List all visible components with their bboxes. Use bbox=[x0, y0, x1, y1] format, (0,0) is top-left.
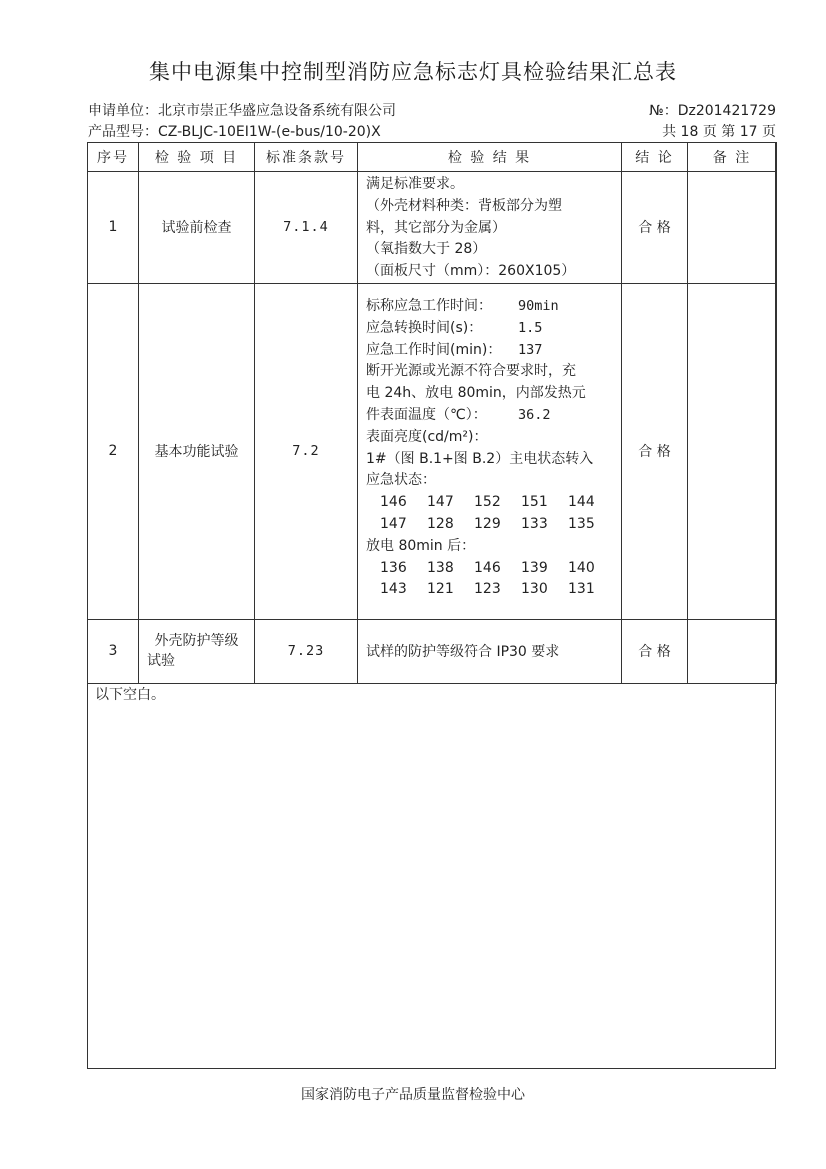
result-line: 料，其它部分为金属） bbox=[366, 219, 506, 236]
table-row bbox=[88, 283, 777, 619]
test-item: 试验前检查 bbox=[139, 172, 255, 284]
col-header-clause: 标准条款号 bbox=[255, 143, 358, 172]
issuer-footer: 国家消防电子产品质量监督检验中心 bbox=[301, 1087, 525, 1103]
test-result bbox=[358, 172, 622, 284]
conclusion: 合 格 bbox=[622, 619, 688, 683]
applicant-line: 申请单位：北京市崇正华盛应急设备系统有限公司 bbox=[88, 103, 396, 119]
blank-note: 以下空白。 bbox=[95, 687, 165, 703]
col-header-result: 检 验 结 果 bbox=[358, 143, 622, 172]
result-line: （面板尺寸（mm）：260X105） bbox=[366, 263, 576, 280]
emergency-working-time: 应急工作时间(min)： 137 bbox=[366, 341, 543, 358]
switch-time: 应急转换时间(s)： 1.5 bbox=[366, 319, 543, 336]
component-surface-temperature: 件表面温度（℃）： 36.2 bbox=[366, 406, 551, 423]
result-line: 电 24h、放电 80min，内部发热元 bbox=[366, 385, 586, 402]
col-header-item: 检 验 项 目 bbox=[139, 143, 255, 172]
row-number: 2 bbox=[88, 283, 139, 619]
result-line: 满足标准要求。 bbox=[366, 176, 464, 192]
test-item: 外壳防护等级 试验 bbox=[139, 619, 255, 683]
col-header-no: 序号 bbox=[88, 143, 139, 172]
report-title: 集中电源集中控制型消防应急标志灯具检验结果汇总表 bbox=[149, 60, 677, 84]
table-row bbox=[88, 619, 777, 683]
result-line: 表面亮度(cd/m²)： bbox=[366, 428, 488, 445]
results-table bbox=[87, 142, 777, 684]
report-number: №：Dz201421729 bbox=[649, 103, 776, 119]
result-line: 断开光源或光源不符合要求时，充 bbox=[366, 363, 576, 380]
standard-clause: 7.23 bbox=[255, 619, 358, 683]
test-item: 基本功能试验 bbox=[139, 283, 255, 619]
result-line: 1#（图 B.1+图 B.2）主电状态转入 bbox=[366, 450, 594, 467]
discharge-luminance-row: 136 138 146 139 140 bbox=[380, 559, 595, 576]
result-line: （氧指数大于 28） bbox=[366, 241, 487, 258]
row-number: 1 bbox=[88, 172, 139, 284]
discharge-label: 放电 80min 后： bbox=[366, 537, 476, 554]
discharge-luminance-row: 143 121 123 130 131 bbox=[380, 581, 595, 598]
page-count: 共 18 页 第 17 页 bbox=[662, 124, 776, 140]
conclusion: 合 格 bbox=[622, 283, 688, 619]
col-header-remark: 备 注 bbox=[688, 143, 777, 172]
emergency-luminance-row: 146 147 152 151 144 bbox=[380, 494, 595, 511]
product-model-line: 产品型号：CZ-BLJC-10EⅠ1W-(e-bus/10-20)X bbox=[88, 124, 381, 140]
standard-clause: 7.2 bbox=[255, 283, 358, 619]
test-result bbox=[358, 283, 622, 619]
col-header-conclusion: 结 论 bbox=[622, 143, 688, 172]
table-header-row bbox=[88, 143, 777, 172]
remark bbox=[688, 283, 777, 619]
emergency-luminance-row: 147 128 129 133 135 bbox=[380, 515, 595, 532]
row-number: 3 bbox=[88, 619, 139, 683]
remark bbox=[688, 619, 777, 683]
result-line: （外壳材料种类：背板部分为塑 bbox=[366, 197, 562, 214]
table-row bbox=[88, 172, 777, 284]
test-result: 试样的防护等级符合 IP30 要求 bbox=[358, 619, 622, 683]
result-line: 应急状态： bbox=[366, 472, 436, 489]
conclusion: 合 格 bbox=[622, 172, 688, 284]
remark bbox=[688, 172, 777, 284]
nominal-emergency-time: 标称应急工作时间： 90min bbox=[366, 297, 559, 314]
standard-clause: 7.1.4 bbox=[255, 172, 358, 284]
